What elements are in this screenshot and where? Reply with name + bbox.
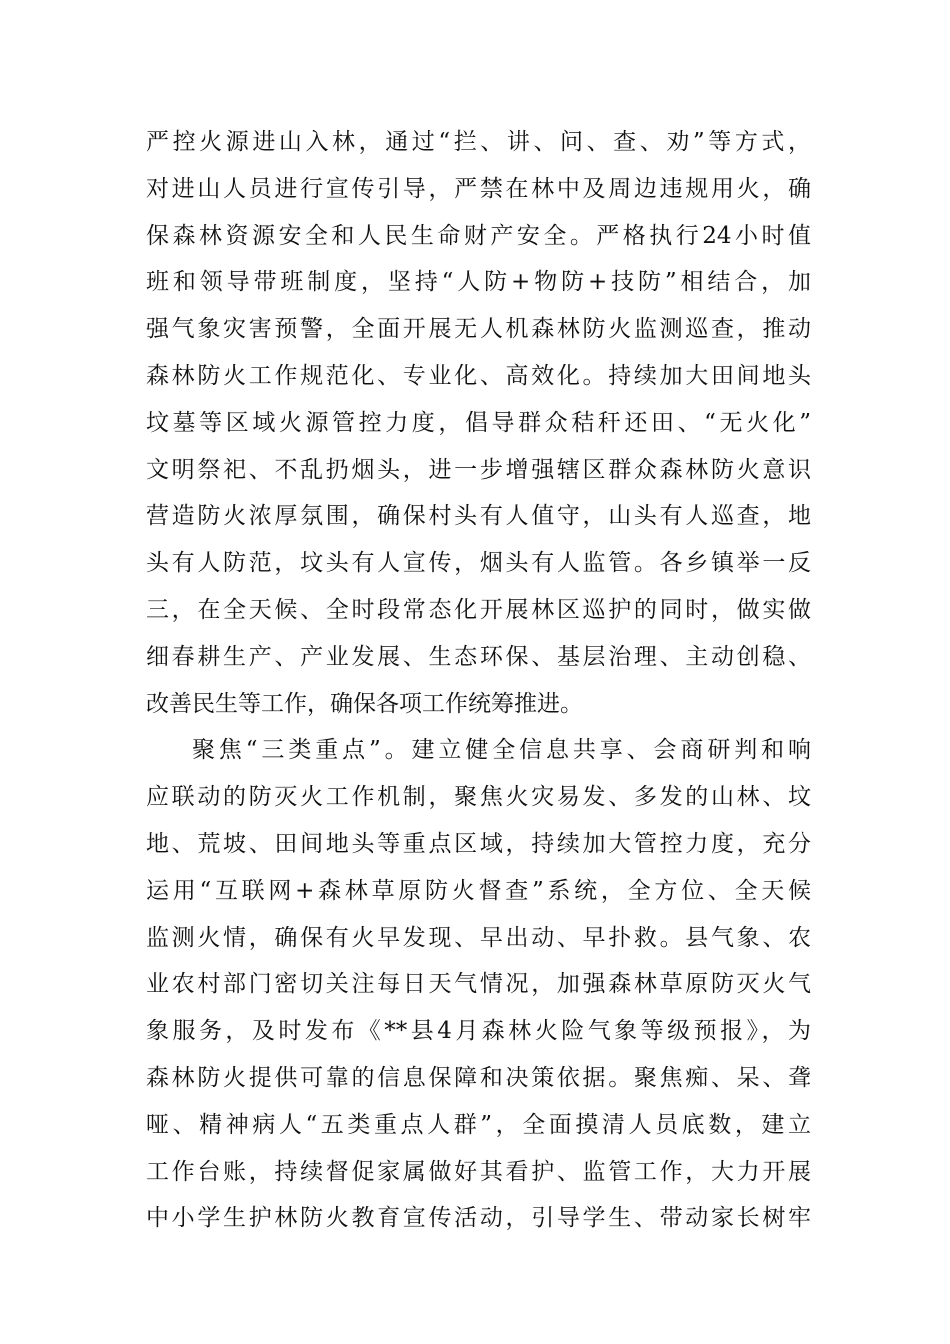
text-line: 改善民生等工作，确保各项工作统筹推进。 bbox=[146, 690, 583, 717]
text-line: 地、荒坡、田间地头等重点区域，持续加大管控力度，充分 bbox=[146, 830, 811, 857]
paragraph-three-key-focus bbox=[146, 727, 811, 1242]
text-line: 营造防火浓厚氛围，确保村头有人值守，山头有人巡查，地 bbox=[146, 503, 811, 530]
text-line: 象服务，及时发布《**县4月森林火险气象等级预报》，为 bbox=[146, 1018, 811, 1045]
body-text bbox=[146, 119, 811, 1242]
text-line: 监测火情，确保有火早发现、早出动、早扑救。县气象、农 bbox=[146, 924, 811, 951]
text-line: 保森林资源安全和人民生命财产安全。严格执行24小时值 bbox=[146, 222, 811, 249]
text-line: 应联动的防灭火工作机制，聚焦火灾易发、多发的山林、坟 bbox=[146, 784, 811, 811]
text-line: 森林防火提供可靠的信息保障和决策依据。聚焦痴、呆、聋 bbox=[146, 1064, 811, 1091]
text-line: 森林防火工作规范化、专业化、高效化。持续加大田间地头 bbox=[146, 362, 811, 389]
paragraph-fire-source-control bbox=[146, 119, 811, 727]
text-line: 聚焦“三类重点”。建立健全信息共享、会商研判和响 bbox=[192, 737, 811, 764]
text-line: 业农村部门密切关注每日天气情况，加强森林草原防灭火气 bbox=[146, 971, 811, 998]
text-line: 强气象灾害预警，全面开展无人机森林防火监测巡查，推动 bbox=[146, 316, 811, 343]
text-line: 班和领导带班制度，坚持“人防+物防+技防”相结合，加 bbox=[146, 269, 811, 296]
text-line: 三，在全天候、全时段常态化开展林区巡护的同时，做实做 bbox=[146, 596, 811, 623]
text-line: 中小学生护林防火教育宣传活动，引导学生、带动家长树牢 bbox=[146, 1205, 811, 1232]
text-line: 哑、精神病人“五类重点人群”，全面摸清人员底数，建立 bbox=[146, 1111, 811, 1138]
text-line: 严控火源进山入林，通过“拦、讲、问、查、劝”等方式， bbox=[146, 129, 811, 155]
text-line: 细春耕生产、产业发展、生态环保、基层治理、主动创稳、 bbox=[146, 643, 811, 670]
text-line: 运用“互联网+森林草原防火督查”系统，全方位、全天候 bbox=[146, 877, 811, 904]
text-line: 头有人防范，坟头有人宣传，烟头有人监管。各乡镇举一反 bbox=[146, 550, 811, 577]
text-line: 文明祭祀、不乱扔烟头，进一步增强辖区群众森林防火意识 bbox=[146, 456, 811, 483]
text-line: 对进山人员进行宣传引导，严禁在林中及周边违规用火，确 bbox=[146, 175, 811, 202]
text-line: 工作台账，持续督促家属做好其看护、监管工作，大力开展 bbox=[146, 1158, 811, 1185]
text-line: 坟墓等区域火源管控力度，倡导群众秸秆还田、“无火化” bbox=[146, 409, 811, 436]
